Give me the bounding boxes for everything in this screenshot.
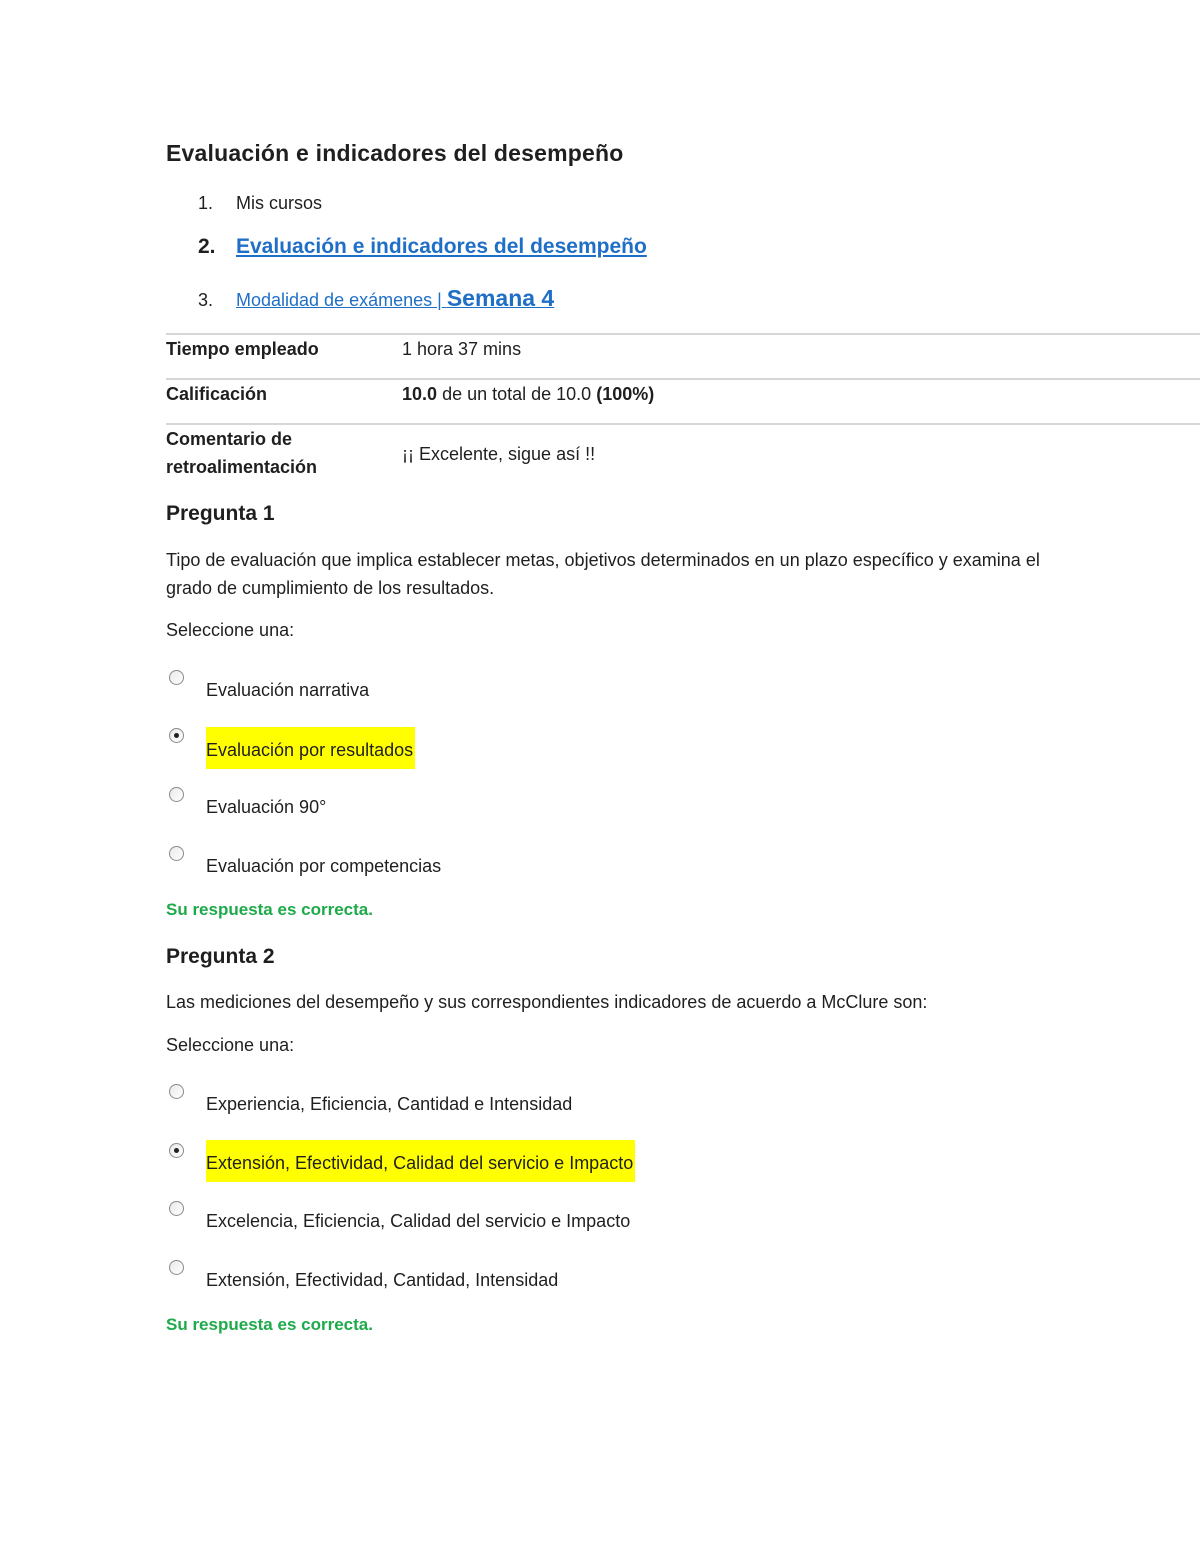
radio-option[interactable] xyxy=(169,846,184,861)
question-prompt: Seleccione una: xyxy=(166,1035,295,1055)
option-label[interactable]: Evaluación narrativa xyxy=(206,680,370,700)
summary-divider xyxy=(166,423,1200,425)
grade-label: Calificación xyxy=(166,384,268,404)
summary-divider xyxy=(166,333,1200,335)
breadcrumb-number: 2. xyxy=(198,235,216,258)
feedback-value: ¡¡ Excelente, sigue así !! xyxy=(402,444,596,464)
question-prompt: Seleccione una: xyxy=(166,620,295,640)
radio-option-selected[interactable] xyxy=(169,728,184,743)
question-text: Tipo de evaluación que implica establecer metas, objetivos determinados en un plazo específico y examina el grado de cumplimiento de los resultados. xyxy=(166,550,1040,598)
option-label[interactable]: Extensión, Efectividad, Cantidad, Intensidad xyxy=(206,1270,559,1290)
breadcrumb-number: 1. xyxy=(198,193,214,213)
breadcrumb-exam-link[interactable] xyxy=(236,285,555,311)
grade-percent: (100%) xyxy=(596,384,655,404)
question-text: Las mediciones del desempeño y sus correspondientes indicadores de acuerdo a McClure son: xyxy=(166,992,928,1012)
answer-feedback: Su respuesta es correcta. xyxy=(166,1315,373,1334)
time-label: Tiempo empleado xyxy=(166,339,319,359)
page-title: Evaluación e indicadores del desempeño xyxy=(166,140,624,166)
radio-option[interactable] xyxy=(169,1201,184,1216)
breadcrumb-item-exam[interactable] xyxy=(198,285,554,312)
option-label-selected[interactable]: Evaluación por resultados xyxy=(206,727,415,769)
feedback-label-line2: retroalimentación xyxy=(166,457,318,477)
radio-option[interactable] xyxy=(169,1084,184,1099)
grade-total: de un total de 10.0 xyxy=(442,384,592,404)
breadcrumb-number: 3. xyxy=(198,290,214,310)
radio-option[interactable] xyxy=(169,670,184,685)
summary-divider xyxy=(166,378,1200,380)
breadcrumb-exam-label[interactable]: Modalidad de exámenes | xyxy=(236,290,442,310)
time-value: 1 hora 37 mins xyxy=(402,339,522,359)
grade-score: 10.0 xyxy=(402,384,438,404)
feedback-label xyxy=(166,425,317,481)
breadcrumb-item-mis-cursos[interactable] xyxy=(198,193,322,214)
breadcrumb-label[interactable]: Mis cursos xyxy=(236,193,323,213)
option-label[interactable]: Experiencia, Eficiencia, Cantidad e Intensidad xyxy=(206,1094,573,1114)
radio-option[interactable] xyxy=(169,787,184,802)
option-label[interactable]: Evaluación 90° xyxy=(206,797,327,817)
breadcrumb-week-label[interactable]: Semana 4 xyxy=(446,285,555,311)
radio-option-selected[interactable] xyxy=(169,1143,184,1158)
grade-value xyxy=(402,380,654,408)
answer-feedback: Su respuesta es correcta. xyxy=(166,900,373,919)
radio-option[interactable] xyxy=(169,1260,184,1275)
breadcrumb-item-course[interactable] xyxy=(198,235,647,259)
option-label-selected[interactable]: Extensión, Efectividad, Calidad del servicio e Impacto xyxy=(206,1140,635,1182)
feedback-label-line1: Comentario de xyxy=(166,429,293,449)
question-heading: Pregunta 2 xyxy=(166,945,275,968)
option-label[interactable]: Evaluación por competencias xyxy=(206,856,442,876)
question-heading: Pregunta 1 xyxy=(166,502,275,525)
breadcrumb-course-link[interactable]: Evaluación e indicadores del desempeño xyxy=(236,235,647,258)
option-label[interactable]: Excelencia, Eficiencia, Calidad del servicio e Impacto xyxy=(206,1211,631,1231)
